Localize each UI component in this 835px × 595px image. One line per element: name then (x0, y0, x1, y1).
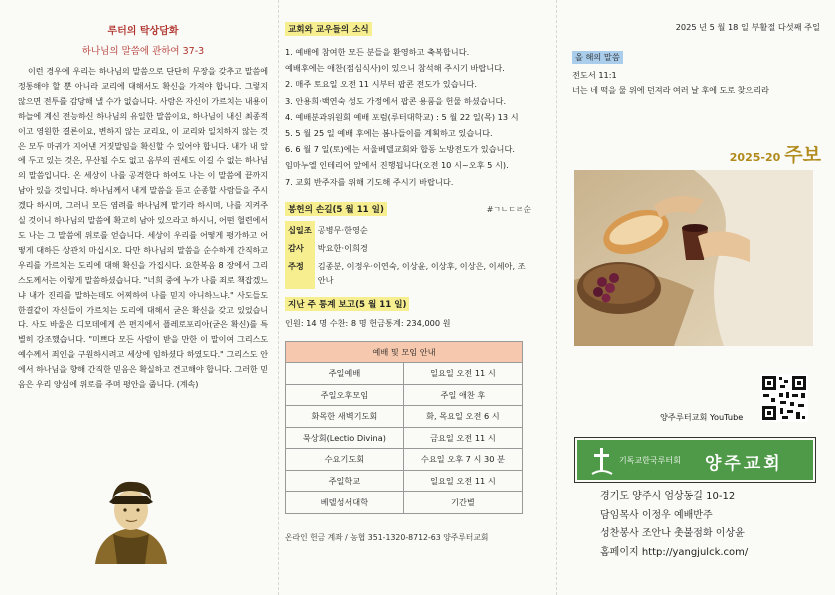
church-address: 경기도 양주시 엄상동길 10-12 (600, 491, 736, 502)
bulletin-title (730, 140, 821, 167)
schedule-name: 화목한 새벽기도회 (286, 406, 404, 428)
schedule-name: 주일예배 (286, 363, 404, 385)
offering-names: 김종분, 이정우·이연숙, 이상윤, 이상후, 이상은, 이세아, 조안나 (317, 260, 526, 285)
church-info (600, 488, 748, 562)
table-row (286, 406, 523, 428)
stats-line: 인원: 14 명 수찬: 8 명 헌금통계: 234,000 원 (285, 317, 451, 328)
stats-section (285, 297, 535, 329)
qr-code-icon[interactable] (760, 374, 808, 422)
table-row (286, 449, 523, 471)
luther-table-talk-text: 이런 경우에 우리는 하나님의 말씀으로 단단히 무장을 갖추고 말씀에 정통해야 할 뿐 아니라 교리에 대해서도 확신을 가져야 합니다. 그렇지 않으면 전투를 감당해 낼 수가 없습니다. 사람은 자신이 가르치는 내용이 하늘에 계신 전능하신 하나님의 유일한 말씀이요, 하나님이 내신 최종적이고 영원한 결론이요, 변하지 않는 교리요, 이 교리와 일치하지 않는 것은 모두 마귀가 지어낸 거짓말임을 확신할 수 있어야 합니다. 내가 내 앞에 두고 있는 것은, 무산될 수도 없고 음부의 권세도 이길 수 없는 하나님의 말씀입니다. 온 세상이 나를 공격한다 하여도 나는 이 말씀에 끝까지 남아 있을 것입니다. 하나님께서 내게 말씀을 듣고 순종할 사람들을 주시겠다 하시며, 그러니 모든 염려를 하나님께 맡기라 하시며, 나를 지켜주실 것이니 하나님의 말씀에 확고히 남아 있으라고 하시니, 어떤 혈련에서도 나는 그 말씀에 위로를 얻습니다. 세상이 우리를 어떻게 평가하고 어떻게 대하든 상관치 마십시오. 다만 하나님의 말씀을 순수하게 간직하고 우리를 가르치는 도리에 대해 확신을 가집시다. 요한복음 8 장에서 그리스도께서는 이렇게 말씀하셨습니다. "너희 중에 누가 나를 죄로 책잡겠느냐 내가 진리를 말하는데도 어찌하여 나를 믿지 아니하느냐." 사도들도 한결같이 자신들이 가르치는 도리에 대해서 굳은 확신을 갖고 있었습니다. 사도 바울은 디모데에게 쓴 편지에서 플레로포리아(굳은 확신)를 특별히 강조했습니다. "미쁘다 모든 사람이 받을 만한 이 말이여 그리스도 예수께서 죄인을 구원하시려고 세상에 임하셨다 하였도다." 그리스도 안에서 하나님을 향해 간직한 믿음은 확실하고 견고해야 합니다. 그러한 믿음은 우리 양심에 위로를 주며 평안을 줍니다. (계속) (18, 66, 268, 390)
table-row (285, 239, 535, 257)
church-name: 양주교회 (705, 454, 783, 474)
service-roles-line: 성찬봉사 조안나 촛불점화 이상윤 (600, 528, 745, 539)
list-item: 5. 5 월 25 일 예배 후에는 봄나들이를 계획하고 있습니다. (285, 128, 493, 139)
schedule-time: 일요일 오전 11 시 (403, 470, 522, 492)
service-date: 2025 년 5 월 18 일 부활절 다섯째 주일 (675, 22, 820, 32)
communion-photo (574, 170, 813, 346)
pastor-line: 담임목사 이정우 예배반주 (600, 509, 713, 521)
offering-names: 공병무·한영순 (317, 224, 368, 235)
list-item: 6. 6 월 7 일(토)에는 서울베델교회와 합동 노방전도가 있습니다. (285, 144, 515, 155)
cross-icon (591, 446, 613, 476)
verse-text: 너는 네 떡을 물 위에 던져라 여러 날 후에 도로 찾으리라 (572, 85, 769, 95)
table-row (286, 384, 523, 406)
stats-heading: 지난 주 통계 보고(5 월 11 일) (285, 297, 409, 311)
fold-line (278, 0, 279, 595)
schedule-time: 화, 목요일 오전 6 시 (403, 406, 522, 428)
list-item: 4. 예배분과위원회 예배 포럼(루터대학교) : 5 월 22 일(목) 13 시 (285, 111, 519, 122)
right-panel (572, 22, 820, 96)
youtube-link[interactable]: 양주루터교회 YouTube (660, 412, 744, 422)
offering-role: 십일조 (285, 221, 315, 239)
schedule-time: 금요일 오전 11 시 (403, 427, 522, 449)
schedule-name: 주일학교 (286, 470, 404, 492)
table-row (286, 341, 523, 363)
schedule-name: 수요기도회 (286, 449, 404, 471)
list-item: 2. 매주 토요일 오전 11 시부터 팝콘 전도가 있습니다. (285, 79, 477, 90)
list-item: 3. 안용희·백연숙 성도 가정에서 팝콘 용품을 헌물 하셨습니다. (285, 95, 507, 106)
left-panel (18, 22, 268, 392)
bulletin-word: 주보 (784, 144, 821, 166)
schedule-time: 일요일 오전 11 시 (403, 363, 522, 385)
table-row (285, 257, 535, 289)
church-logo-banner (577, 440, 813, 480)
schedule-name: 베델성서대학 (286, 492, 404, 514)
schedule-heading: 예배 및 모임 안내 (286, 341, 523, 363)
offering-role: 감사 (285, 239, 315, 257)
bulletin-number: 2025-20 (729, 151, 781, 164)
order-tag: #ㄱㄴㄷㄹ순 (486, 204, 531, 214)
news-list (285, 44, 535, 190)
offering-table (285, 221, 535, 289)
homepage-line[interactable]: 홈페이지 http://yangjulck.com/ (600, 546, 749, 558)
table-row (286, 492, 523, 514)
section-title: 루터의 탁상담화 (107, 26, 179, 37)
table-row (285, 221, 535, 239)
list-item: 임마누엘 인테리어 앞에서 진행됩니다(오전 10 시~오후 5 시). (285, 160, 509, 171)
offering-section (285, 202, 535, 289)
schedule-time: 주일 애찬 후 (403, 384, 522, 406)
luther-portrait-icon (85, 472, 177, 564)
table-row (286, 427, 523, 449)
verse-heading: 올 해의 말씀 (572, 51, 623, 64)
table-row (286, 363, 523, 385)
table-row (286, 470, 523, 492)
offering-role: 주정 (285, 257, 315, 289)
schedule-time: 기간별 (403, 492, 522, 514)
list-item: 1. 예배에 참여한 모든 분들을 환영하고 축복합니다. (285, 47, 470, 57)
offering-heading: 봉헌의 손길(5 월 11 일) (285, 202, 387, 216)
schedule-time: 수요일 오후 7 시 30 분 (403, 449, 522, 471)
schedule-name: 묵상회(Lectio Divina) (286, 427, 404, 449)
verse-reference: 전도서 11:1 (572, 70, 617, 80)
schedule-table (285, 341, 523, 514)
section-subtitle: 하나님의 말씀에 관하여 37-3 (81, 46, 205, 57)
schedule-name: 주일오후모임 (286, 384, 404, 406)
online-account: 온라인 헌금 계좌 / 농협 351-1320-8712-63 양주루터교회 (285, 533, 489, 542)
news-heading: 교회와 교우들의 소식 (285, 22, 372, 36)
denomination-label: 기독교한국루터회 (619, 456, 681, 465)
fold-line (556, 0, 557, 595)
list-item: 예배후에는 애찬(점심식사)이 있으니 참석해 주시기 바랍니다. (285, 63, 505, 74)
church-logo (574, 437, 816, 483)
offering-names: 박요한·이희경 (317, 242, 368, 253)
list-item: 7. 교회 반주자를 위해 기도해 주시기 바랍니다. (285, 176, 454, 187)
middle-panel (285, 22, 535, 514)
